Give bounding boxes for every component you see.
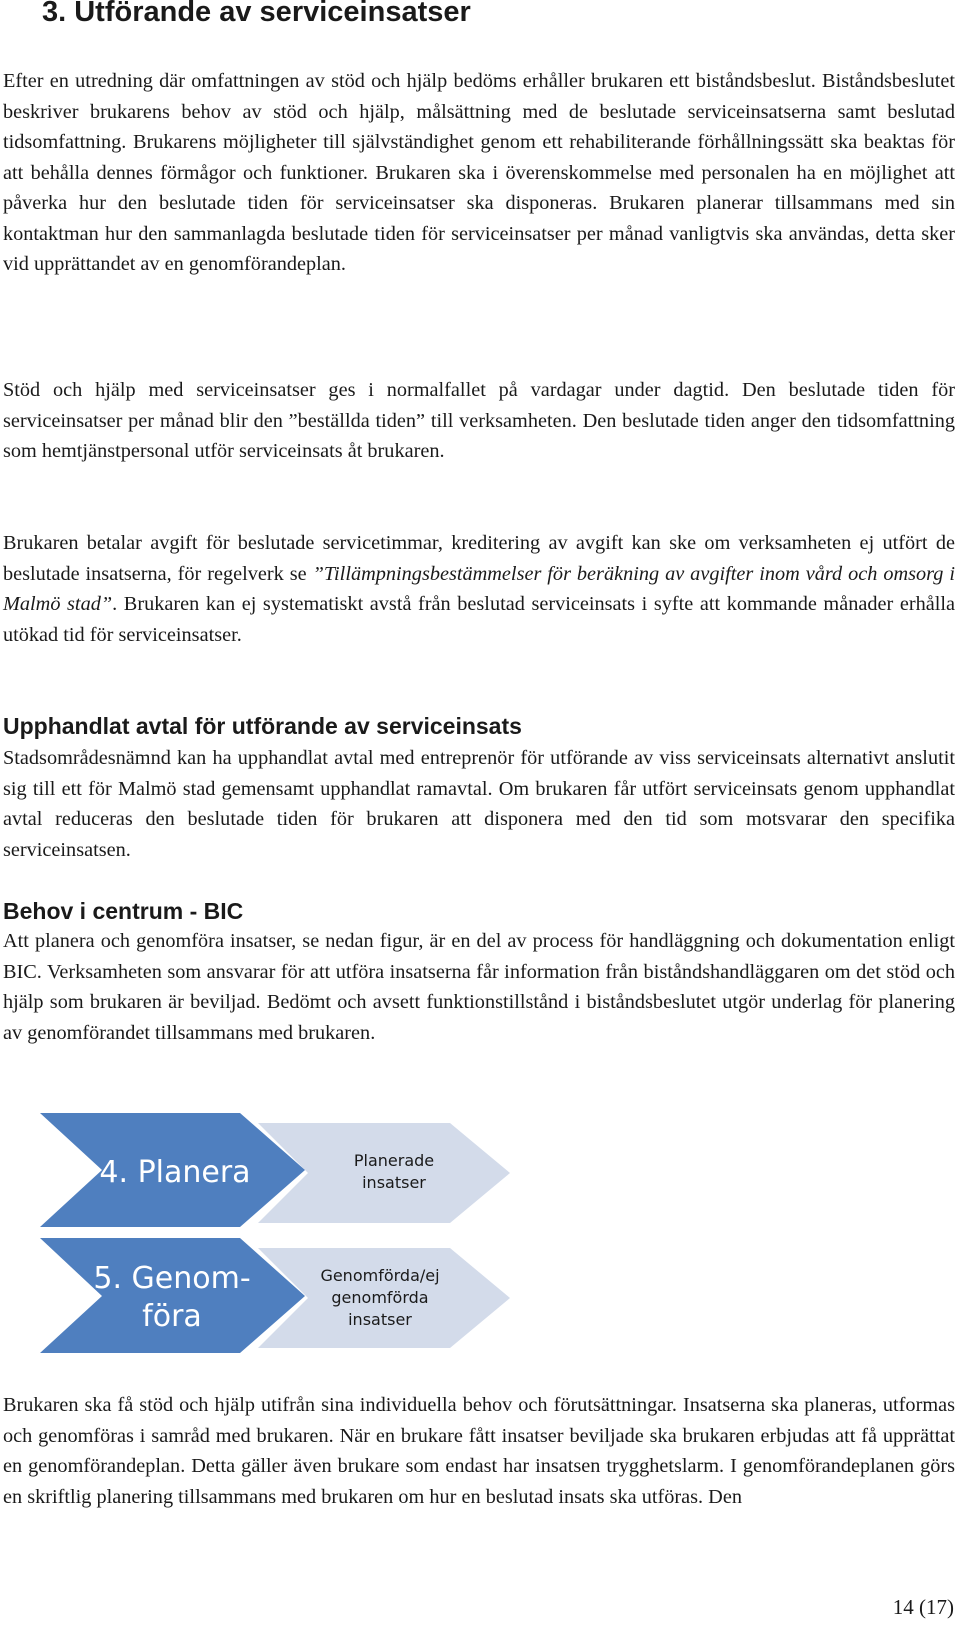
planera-primary-label — [99, 1155, 250, 1190]
genomfora-primary-line-1: 5. Genom- — [93, 1261, 251, 1296]
genomfora-primary-line-2: föra — [142, 1299, 202, 1334]
genomfora-secondary-line-3: insatser — [348, 1310, 412, 1329]
planera-secondary-line-1: Planerade — [353, 1151, 435, 1170]
fees-regulation-title: ”Tillämpningsbestämmelser för beräkning av avgifter inom vård och omsorg i Malmö stad” — [3, 562, 955, 615]
fees-text-before: Brukaren betalar avgift för beslutade servicetimmar, kreditering av avgift kan ske om verksamheten ej utfört de beslutade insatserna, för regelverk se — [3, 532, 955, 585]
genomfora-secondary-line-1: Genomförda/ej — [320, 1266, 440, 1285]
subheading-bic: Behov i centrum - BIC — [3, 898, 244, 924]
bic-process-diagram — [40, 1113, 520, 1353]
fees-text-after: . Brukaren kan ej systematiskt avstå från beslutad serviceinsats i syfte att kommande månader erhålla utökad tid för serviceinsatser. — [3, 593, 955, 646]
paragraph-intro: Efter en utredning där omfattningen av stöd och hjälp bedöms erhåller brukaren ett biståndsbeslut. Biståndsbeslutet beskriver brukarens behov av stöd och hjälp, målsättning med de beslutade serviceinsatserna samt beslutad tidsomfattning. Brukarens möjligheter till självständighet genom ett rehabiliterande förhållningssätt ska beaktas för att behålla dennes förmågor och funktioner. Brukaren ska i överenskommelse med personalen ha en möjlighet att påverka hur den beslutade tiden för serviceinsatser ska disponeras. Brukaren planerar tillsammans med sin kontaktman hur den sammanlagda beslutade tiden för serviceinsatser per månad vanligtvis ska användas, detta sker vid upprättandet av en genomförandeplan. — [3, 70, 955, 275]
paragraph-daytime: Stöd och hjälp med serviceinsatser ges i normalfallet på vardagar under dagtid. Den beslutade tiden för serviceinsatser per månad blir den ”beställda tiden” till verksamheten. Den beslutade tiden anger den tidsomfattning som hemtjänstpersonal utför serviceinsats åt brukaren. — [3, 379, 955, 462]
page-number: 14 (17) — [892, 1595, 954, 1619]
subheading-upphandlat: Upphandlat avtal för utförande av serviceinsats — [3, 713, 522, 739]
section-heading: 3. Utförande av serviceinsatser — [42, 0, 471, 28]
paragraph-genomforandeplan: Brukaren ska få stöd och hjälp utifrån sina individuella behov och förutsättningar. Insatserna ska planeras, utformas och genomföras i samråd med brukaren. När en brukare fått insatser beviljade ska brukaren erbjudas att få upprättat en genomförandeplan. Detta gäller även brukare som endast har insatsen trygghetslarm. I genomförandeplanen görs en skriftlig planering tillsammans med brukaren om hur en beslutad insats ska utföras. Den — [3, 1394, 955, 1508]
genomfora-secondary-line-2: genomförda — [331, 1288, 429, 1307]
paragraph-upphandlat: Stadsområdesnämnd kan ha upphandlat avtal med entreprenör för utförande av viss serviceinsats alternativt anslutit sig till ett för Malmö stad gemensamt upphandlat ramavtal. Om brukaren får utfört serviceinsats genom upphandlat avtal reduceras den beslutade tiden för brukaren att disponera med den tid som motsvarar den specifika serviceinsatsen. — [3, 747, 955, 861]
paragraph-fees — [3, 528, 955, 650]
planera-primary-line-1: 4. Planera — [99, 1154, 251, 1190]
paragraph-bic: Att planera och genomföra insatser, se nedan figur, är en del av process för handläggning och dokumentation enligt BIC. Verksamheten som ansvarar för att utföra insatserna får information från biståndshandläggaren om det stöd och hjälp som brukaren är beviljad. Bedömt och avsett funktionstillstånd i biståndsbeslutet utgör underlag för planering av genomförandet tillsammans med brukaren. — [3, 930, 955, 1044]
planera-secondary-line-2: insatser — [362, 1173, 426, 1192]
